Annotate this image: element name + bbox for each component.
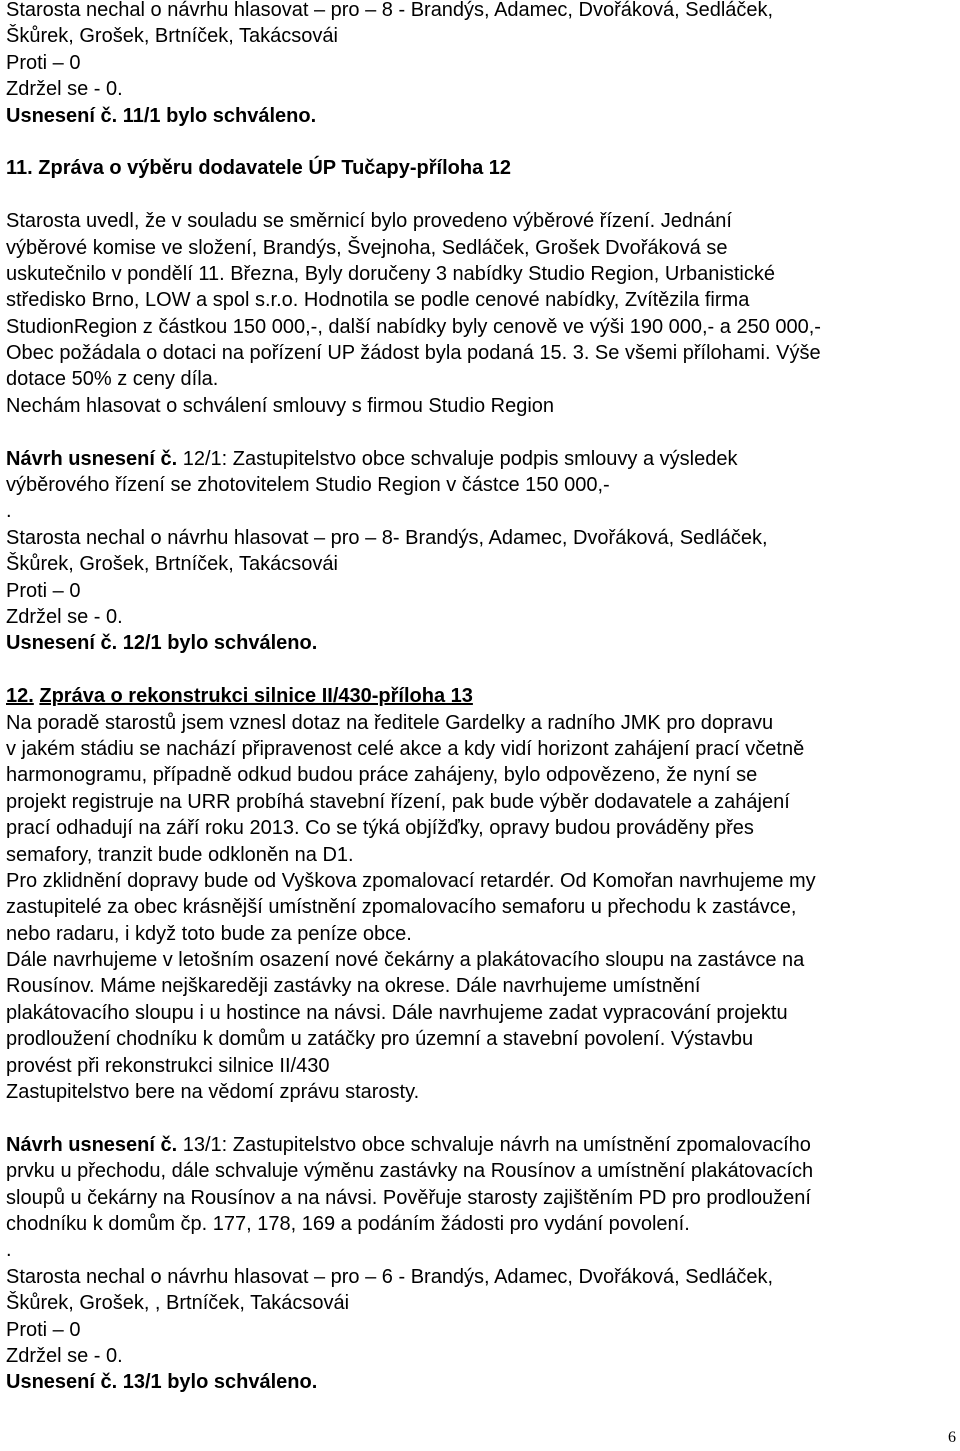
paragraph-line: Dále navrhujeme v letošním osazení nové čekárny a plakátovacího sloupu na zastávce na	[6, 949, 805, 972]
resolution-approved: Usnesení č. 13/1 bylo schváleno.	[6, 1371, 318, 1394]
section-heading	[6, 683, 952, 709]
section-11	[6, 155, 952, 524]
paragraph-line: Na poradě starostů jsem vznesl dotaz na ředitele Gardelky a radního JMK pro dopravu	[6, 711, 774, 734]
resolution-proposal	[6, 1132, 952, 1158]
separator-dot: .	[6, 1239, 12, 1262]
paragraph-line: harmonogramu, případně odkud budou práce zahájeny, bylo odpovězeno, že nyní se	[6, 764, 758, 787]
vote-against: Proti – 0	[6, 51, 81, 74]
paragraph-line: Nechám hlasovat o schválení smlouvy s firmou Studio Region	[6, 394, 555, 417]
paragraph-line: dotace 50% z ceny díla.	[6, 368, 219, 391]
paragraph-line: Pro zklidnění dopravy bude od Vyškova zpomalovací retardér. Od Komořan navrhujeme my	[6, 869, 816, 892]
vote-abstain: Zdržel se - 0.	[6, 605, 123, 628]
vote-text-line: Starosta nechal o návrhu hlasovat – pro – 6 - Brandýs, Adamec, Dvořáková, Sedláček,	[6, 1265, 774, 1288]
paragraph-line: StudionRegion z částkou 150 000,-, další nabídky byly cenově ve výši 190 000,- a 250 000,-	[6, 315, 821, 338]
paragraph-line: uskutečnilo v pondělí 11. Března, Byly doručeny 3 nabídky Studio Region, Urbanistické	[6, 262, 775, 285]
proposal-line: chodníku k domům čp. 177, 178, 169 a podáním žádosti pro vydání povolení.	[6, 1212, 690, 1235]
section-number: 12.	[6, 685, 34, 708]
separator-dot: .	[6, 500, 12, 523]
page-number: 6	[948, 1429, 956, 1446]
document-page	[6, 0, 952, 1396]
paragraph-line: Rousínov. Máme nejškareději zastávky na okrese. Dále navrhujeme umístnění	[6, 975, 701, 998]
section-title: Zpráva o rekonstrukci silnice II/430-příloha 13	[39, 685, 473, 708]
proposal-line: prvku u přechodu, dále schvaluje výměnu zastávky na Rousínov a umístnění plakátovacích	[6, 1160, 814, 1183]
proposal-text: 12/1: Zastupitelstvo obce schvaluje podpis smlouvy a výsledek	[177, 447, 738, 470]
paragraph-line: nebo radaru, i když toto bude za peníze obce.	[6, 922, 412, 945]
paragraph-line: v jakém stádiu se nachází připravenost celé akce a kdy vidí horizont zahájení prací včetně	[6, 737, 805, 760]
proposal-text: 13/1: Zastupitelstvo obce schvaluje návrh na umístnění zpomalovacího	[177, 1133, 811, 1156]
resolution-proposal	[6, 446, 952, 472]
resolution-approved: Usnesení č. 12/1 bylo schváleno.	[6, 632, 318, 655]
section-heading: 11. Zpráva o výběru dodavatele ÚP Tučapy-příloha 12	[6, 157, 511, 180]
vote-block-1	[6, 0, 952, 129]
vote-members-line: Škůrek, Grošek, , Brtníček, Takácsovái	[6, 1292, 350, 1315]
section-12	[6, 683, 952, 1264]
vote-abstain: Zdržel se - 0.	[6, 1344, 123, 1367]
proposal-line: sloupů u čekárny na Rousínov a na návsi. Pověřuje starosty zajištěním PD pro prodloužení	[6, 1186, 811, 1209]
paragraph-line: projekt registruje na URR probíhá stavební řízení, pak bude výběr dodavatele a zahájení	[6, 790, 790, 813]
vote-against: Proti – 0	[6, 579, 81, 602]
paragraph-line: prací odhadují na září roku 2013. Co se týká objížďky, opravy budou prováděny přes	[6, 817, 754, 840]
paragraph-line: zastupitelé za obec krásnější umístnění zpomalovacího semaforu u přechodu k zastávce,	[6, 896, 797, 919]
vote-against: Proti – 0	[6, 1318, 81, 1341]
proposal-line: výběrového řízení se zhotovitelem Studio Region v částce 150 000,-	[6, 474, 610, 497]
paragraph-line: provést při rekonstrukci silnice II/430	[6, 1054, 330, 1077]
vote-block-3	[6, 1264, 952, 1396]
vote-text-line: Starosta nechal o návrhu hlasovat – pro – 8- Brandýs, Adamec, Dvořáková, Sedláček,	[6, 526, 768, 549]
proposal-label: Návrh usnesení č.	[6, 447, 178, 470]
paragraph-line: plakátovacího sloupu i u hostince na návsi. Dále navrhujeme zadat vypracování projektu	[6, 1001, 788, 1024]
vote-text-line: Starosta nechal o návrhu hlasovat – pro – 8 - Brandýs, Adamec, Dvořáková, Sedláček,	[6, 0, 774, 21]
vote-block-2	[6, 525, 952, 657]
paragraph-line: výběrové komise ve složení, Brandýs, Švejnoha, Sedláček, Grošek Dvořáková se	[6, 236, 728, 259]
paragraph-line: středisko Brno, LOW a spol s.r.o. Hodnotila se podle cenové nabídky, Zvítězila firma	[6, 289, 750, 312]
paragraph-line: Starosta uvedl, že v souladu se směrnicí bylo provedeno výběrové řízení. Jednání	[6, 210, 732, 233]
paragraph-line: Zastupitelstvo bere na vědomí zprávu starosty.	[6, 1081, 420, 1104]
vote-abstain: Zdržel se - 0.	[6, 78, 123, 101]
vote-members-line: Škůrek, Grošek, Brtníček, Takácsovái	[6, 553, 338, 576]
vote-members-line: Škůrek, Grošek, Brtníček, Takácsovái	[6, 25, 338, 48]
paragraph-line: Obec požádala o dotaci na pořízení UP žádost byla podaná 15. 3. Se všemi přílohami. Výše	[6, 342, 821, 365]
paragraph-line: semafory, tranzit bude odkloněn na D1.	[6, 843, 354, 866]
resolution-approved: Usnesení č. 11/1 bylo schváleno.	[6, 104, 317, 127]
proposal-label: Návrh usnesení č.	[6, 1133, 178, 1156]
paragraph-line: prodloužení chodníku k domům u zatáčky pro územní a stavební povolení. Výstavbu	[6, 1028, 754, 1051]
